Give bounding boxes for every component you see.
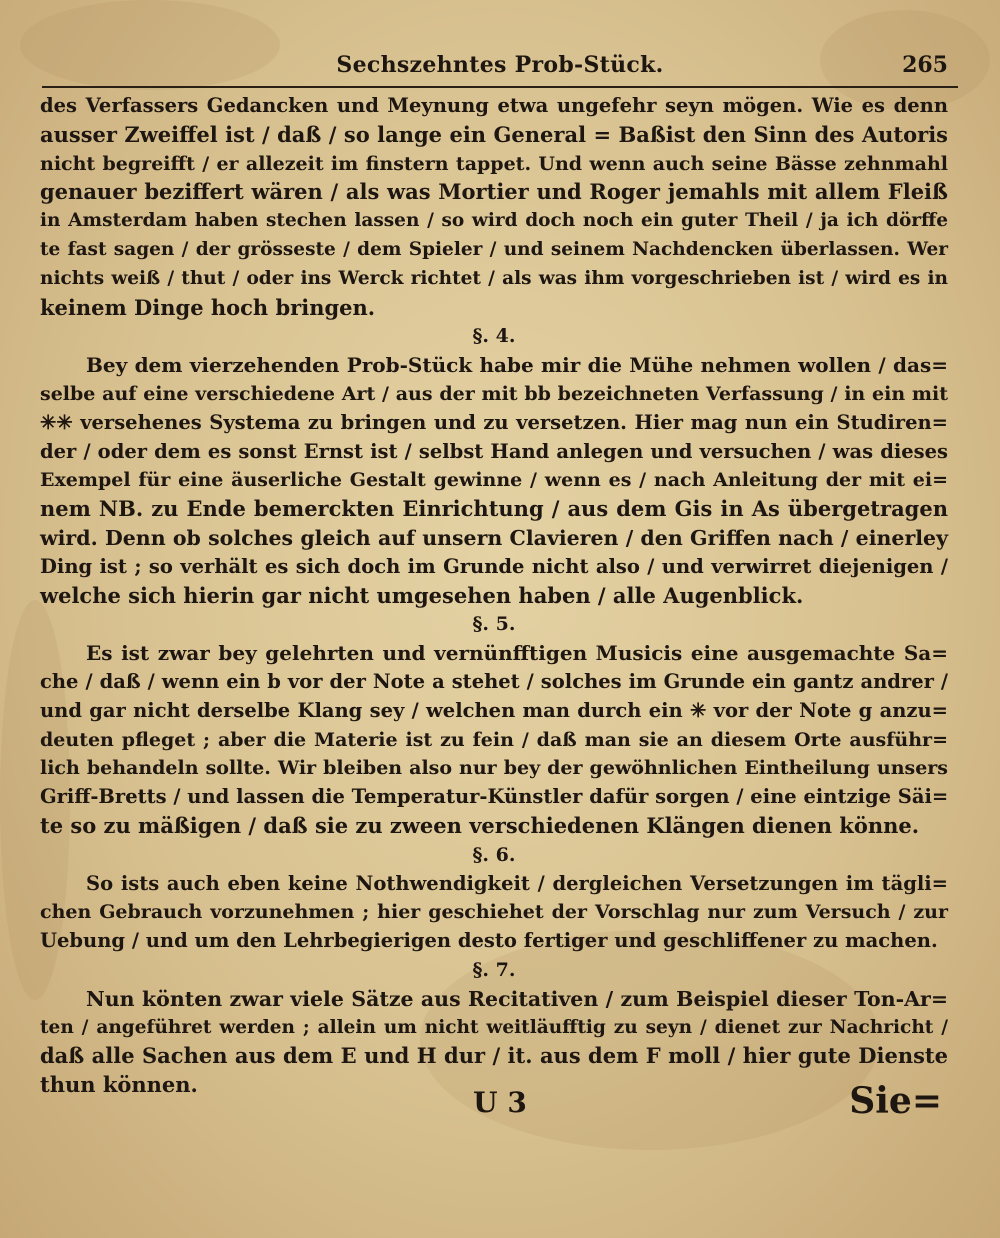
text-line: So ists auch eben keine Nothwendigkeit / dergleichen Versetzungen im tägli=: [86, 871, 948, 895]
text-line: Uebung / und um den Lehrbegierigen desto fertiger und geschliffener zu machen.: [40, 929, 938, 953]
body-text: [40, 92, 948, 1100]
text-line: chen Gebrauch vorzunehmen ; hier geschiehet der Vorschlag nur zum Versuch / zur: [40, 901, 948, 924]
text-line: und gar nicht derselbe Klang sey / welchen man durch ein ✳ vor der Note g anzu=: [40, 698, 948, 722]
text-line: des Verfassers Gedancken und Meynung etwa ungefehr seyn mögen. Wie es denn: [40, 94, 948, 117]
text-line: genauer beziffert wären / als was Mortier und Roger jemahls mit allem Fleiß: [40, 179, 948, 205]
running-head: Sechszehntes Prob-Stück.: [336, 52, 664, 78]
text-line: deuten pfleget ; aber die Materie ist zu fein / daß man sie an diesem Orte ausführ=: [40, 728, 948, 751]
text-line: Ding ist ; so verhält es sich doch im Grunde nicht also / und verwirret diejenigen /: [40, 554, 948, 578]
header-rule: [42, 86, 958, 88]
text-line: Bey dem vierzehenden Prob-Stück habe mir die Mühe nehmen wollen / das=: [86, 353, 948, 378]
text-line: lich behandeln sollte. Wir bleiben also nur bey der gewöhnlichen Eintheilung unsers: [40, 757, 948, 780]
text-line: keinem Dinge hoch bringen.: [40, 294, 376, 320]
text-line: selbe auf eine verschiedene Art / aus der mit bb bezeichneten Verfassung / in ein mit: [40, 382, 948, 405]
signature-mark: U 3: [473, 1086, 527, 1119]
text-line: nem NB. zu Ende bemerckten Einrichtung / aus dem Gis in As übergetragen: [40, 496, 948, 522]
section-heading: §. 4.: [472, 325, 516, 348]
text-line: ausser Zweiffel ist / daß / so lange ein General = Baßist den Sinn des Autoris: [40, 121, 948, 147]
section-4: [40, 322, 948, 610]
text-line: daß alle Sachen aus dem E und H dur / it. aus dem F moll / hier gute Dienste: [40, 1043, 948, 1069]
section-heading: §. 5.: [472, 613, 516, 636]
text-line: Exempel für eine äuserliche Gestalt gewinne / wenn es / nach Anleitung der mit ei=: [40, 469, 948, 492]
text-line: te fast sagen / der grösseste / dem Spieler / und seinem Nachdencken überlassen. Wer: [40, 238, 948, 260]
text-line: nicht begreifft / er allezeit im finstern tappet. Und wenn auch seine Bässe zehnmahl: [40, 152, 948, 175]
text-line: che / daß / wenn ein b vor der Note a stehet / solches im Grunde ein gantz andrer /: [40, 669, 948, 693]
text-line: thun können.: [40, 1072, 198, 1098]
section-heading: §. 7.: [472, 958, 516, 981]
section-6: [40, 841, 948, 956]
catchword: Sie=: [849, 1080, 942, 1122]
text-line: ten / angeführet werden ; allein um nicht weitläufftig zu seyn / dienet zur Nachricht /: [40, 1016, 948, 1038]
section-5: [40, 610, 948, 840]
text-line: Griff-Bretts / und lassen die Temperatur-Künstler dafür sorgen / eine eintzige Säi=: [40, 785, 949, 809]
text-line: nichts weiß / thut / oder ins Werck richtet / als was ihm vorgeschrieben ist / wird es in: [40, 267, 948, 289]
page-number: 265: [902, 52, 948, 78]
text-line: welche sich hierin gar nicht umgesehen haben / alle Augenblick.: [40, 582, 804, 608]
section-heading: §. 6.: [472, 843, 516, 866]
section-7: [40, 956, 948, 1100]
text-line: der / oder dem es sonst Ernst ist / selbst Hand anlegen und versuchen / was dieses: [40, 439, 948, 463]
text-line: in Amsterdam haben stechen lassen / so wird doch noch ein guter Theil / ja ich dörffe: [40, 210, 948, 232]
text-line: Es ist zwar bey gelehrten und vernünfftigen Musicis eine ausgemachte Sa=: [86, 641, 948, 666]
text-line: wird. Denn ob solches gleich auf unsern Clavieren / den Griffen nach / einerley: [40, 525, 948, 550]
text-line: ✳✳ versehenes Systema zu bringen und zu versetzen. Hier mag nun ein Studiren=: [40, 410, 948, 434]
paragraph-1: [40, 92, 948, 322]
text-line: te so zu mäßigen / daß sie zu zween verschiedenen Klängen dienen könne.: [40, 812, 920, 838]
text-line: Nun könten zwar viele Sätze aus Recitativen / zum Beispiel dieser Ton-Ar=: [86, 986, 948, 1011]
